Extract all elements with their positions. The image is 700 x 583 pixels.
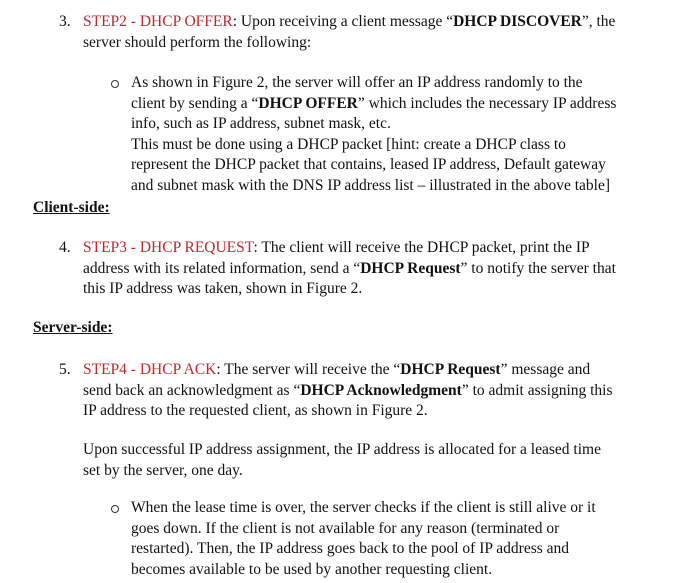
step4-label: STEP4 - DHCP ACK bbox=[83, 361, 217, 378]
item-5-paragraph: Upon successful IP address assignment, the IP address is allocated for a leased time set by the server, one day. bbox=[83, 441, 601, 479]
item-5-bullet-text: When the lease time is over, the server checks if the client is still alive or it goes down. If the client is not available for any reason (terminated or restarted). Then, the IP address goes back to the pool of IP address and becomes available to be used by another requesting client. bbox=[131, 499, 596, 578]
item-3-text: STEP2 - DHCP OFFER: Upon receiving a client message “DHCP DISCOVER”, the server should perform the following: bbox=[83, 13, 616, 51]
item-5-text: STEP4 - DHCP ACK: The server will receive the “DHCP Request” message and send back an acknowledgment as “DHCP Acknowledgment” to admit assigning this IP address to the requested client, as shown in Figure 2. bbox=[83, 361, 613, 419]
item-3-bullet-text: As shown in Figure 2, the server will offer an IP address randomly to the client by sending a “DHCP OFFER” which includes the necessary IP address info, such as IP address, subnet mask, etc. This must be done using a DHCP packet [hint: create a DHCP class to represent the DHCP packet that contains, leased IP address, Default gateway and subnet mask with the DNS IP address list – illustrated in the above table] bbox=[131, 74, 617, 194]
bullet-circle-icon bbox=[111, 80, 119, 88]
step2-label: STEP2 - DHCP OFFER bbox=[83, 13, 233, 30]
bullet-circle-icon bbox=[111, 505, 119, 513]
step3-label: STEP3 - DHCP REQUEST bbox=[83, 239, 254, 256]
item-4-number: 4. bbox=[59, 239, 71, 256]
item-4-text: STEP3 - DHCP REQUEST: The client will receive the DHCP packet, print the IP address with its related information, send a “DHCP Request” to notify the server that this IP address was taken, shown in Figure 2. bbox=[83, 239, 616, 297]
item-3-number: 3. bbox=[59, 13, 71, 30]
item-5-number: 5. bbox=[59, 361, 71, 378]
client-side-heading: Client-side: bbox=[33, 199, 110, 216]
server-side-heading: Server-side: bbox=[33, 319, 113, 336]
